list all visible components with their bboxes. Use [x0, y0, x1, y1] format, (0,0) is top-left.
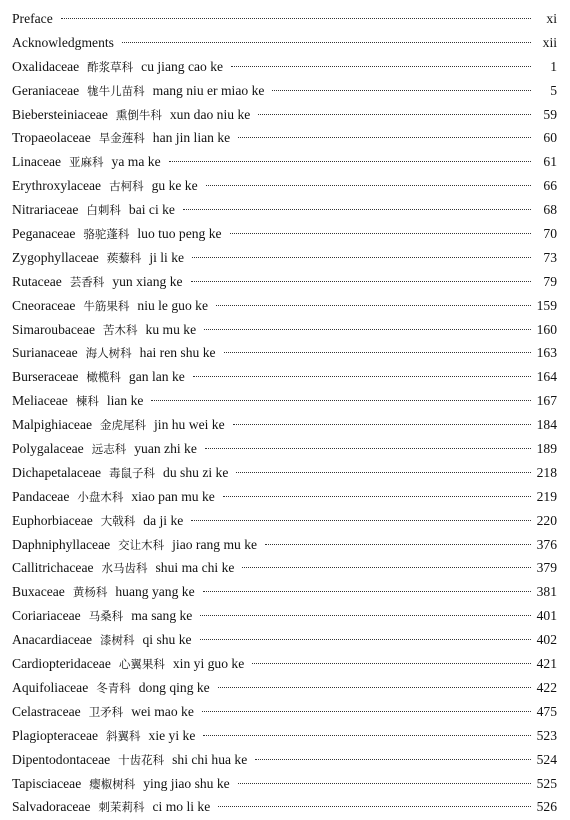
toc-entry-title — [12, 79, 264, 104]
family-pinyin-name: da ji ke — [143, 512, 184, 528]
family-pinyin-name: han jin lian ke — [152, 130, 231, 146]
dot-leader — [233, 424, 531, 425]
family-latin-name: Dipentodontaceae — [12, 751, 111, 767]
family-latin-name: Biebersteiniaceae — [12, 106, 108, 122]
family-latin-name: Geraniaceae — [12, 82, 80, 98]
toc-entry-title — [12, 222, 222, 247]
family-pinyin-name: jiao rang mu ke — [172, 536, 258, 552]
family-pinyin-name: ma sang ke — [131, 608, 193, 624]
page-number: 379 — [536, 560, 557, 576]
family-latin-name: Dichapetalaceae — [12, 464, 102, 480]
dot-leader — [61, 18, 531, 19]
family-latin-name: Coriariaceae — [12, 608, 81, 624]
dot-leader — [238, 783, 531, 784]
toc-entry-title — [12, 55, 223, 80]
family-pinyin-name: mang niu er miao ke — [152, 82, 265, 98]
family-latin-name: Oxalidaceae — [12, 58, 80, 74]
family-pinyin-name: shi chi hua ke — [172, 751, 248, 767]
family-pinyin-name: xiao pan mu ke — [131, 488, 215, 504]
page-number: 163 — [536, 345, 557, 361]
toc-entry-title — [12, 700, 194, 725]
toc-entry-title — [12, 198, 175, 223]
toc-entry[interactable] — [12, 341, 557, 365]
family-chinese-name: 金虎尾科 — [100, 418, 147, 433]
family-chinese-name: 牛筋果科 — [83, 298, 130, 313]
family-latin-name: Aquifoliaceae — [12, 679, 89, 695]
family-pinyin-name: bai ci ke — [128, 202, 175, 218]
toc-entry[interactable] — [12, 795, 557, 819]
family-latin-name: Celastraceae — [12, 703, 81, 719]
family-chinese-name: 牻牛儿苗科 — [87, 83, 145, 98]
family-pinyin-name: yuan zhi ke — [134, 441, 197, 457]
toc-entry[interactable] — [12, 79, 557, 103]
page-number: 61 — [543, 154, 557, 170]
family-pinyin-name: shui ma chi ke — [155, 560, 235, 576]
toc-entry[interactable] — [12, 389, 557, 413]
toc-entry-title — [12, 652, 244, 677]
family-latin-name: Anacardiaceae — [12, 632, 92, 648]
family-latin-name: Peganaceae — [12, 226, 76, 242]
toc-entry-title — [12, 533, 257, 558]
family-latin-name: Burseraceae — [12, 369, 79, 385]
toc-entry-title — [12, 485, 215, 510]
family-latin-name: Simaroubaceae — [12, 321, 96, 337]
toc-entry-title — [12, 748, 247, 773]
toc-entry[interactable] — [12, 150, 557, 174]
toc-entry[interactable] — [12, 222, 557, 246]
family-chinese-name: 马桑科 — [88, 609, 124, 624]
family-latin-name: Daphniphyllaceae — [12, 536, 111, 552]
toc-entry[interactable] — [12, 198, 557, 222]
family-latin-name: Malpighiaceae — [12, 417, 93, 433]
family-chinese-name: 瘿椒树科 — [89, 776, 136, 791]
page-number: 60 — [543, 130, 557, 146]
family-chinese-name: 毒鼠子科 — [109, 465, 156, 480]
family-pinyin-name: niu le guo ke — [137, 297, 208, 313]
page-number: 422 — [536, 679, 557, 695]
family-latin-name: Acknowledgments — [12, 34, 114, 50]
family-chinese-name: 亚麻科 — [69, 155, 104, 170]
family-chinese-name: 漆树科 — [99, 633, 135, 648]
dot-leader — [242, 567, 530, 568]
toc-entry-title — [12, 126, 230, 151]
family-latin-name: Pandaceae — [12, 488, 70, 504]
family-chinese-name: 水马齿科 — [101, 561, 148, 576]
toc-entry[interactable] — [12, 318, 557, 342]
family-chinese-name: 蒺藜科 — [106, 250, 142, 265]
dot-leader — [230, 233, 531, 234]
family-chinese-name: 十齿花科 — [118, 752, 165, 767]
toc-entry-title — [12, 676, 210, 701]
page-number: 189 — [536, 441, 557, 457]
dot-leader — [191, 520, 530, 521]
family-pinyin-name: luo tuo peng ke — [137, 226, 222, 242]
dot-leader — [272, 90, 531, 91]
page-number: 421 — [536, 656, 557, 672]
family-chinese-name: 白刺科 — [86, 203, 121, 218]
toc-entry-title — [12, 103, 250, 128]
toc-entry-title — [12, 174, 198, 199]
family-latin-name: Preface — [12, 11, 53, 26]
family-chinese-name: 小盘木科 — [77, 489, 124, 504]
dot-leader — [203, 735, 530, 736]
page-number: 381 — [536, 584, 557, 600]
family-pinyin-name: ya ma ke — [111, 154, 161, 170]
family-chinese-name: 橄榄科 — [86, 370, 121, 385]
page-number: 525 — [536, 775, 557, 791]
family-chinese-name: 骆驼蓬科 — [83, 227, 130, 242]
toc-entry-title — [12, 341, 216, 366]
toc-entry[interactable] — [12, 509, 557, 533]
family-chinese-name: 冬青科 — [96, 680, 131, 695]
dot-leader — [193, 376, 531, 377]
family-chinese-name: 黄杨科 — [72, 585, 108, 600]
toc-entry[interactable] — [12, 270, 557, 294]
family-latin-name: Tapisciaceae — [12, 775, 82, 791]
toc-entry-title — [12, 795, 210, 820]
family-pinyin-name: gan lan ke — [128, 369, 185, 385]
family-pinyin-name: cu jiang cao ke — [141, 58, 224, 74]
dot-leader — [223, 496, 531, 497]
dot-leader — [231, 66, 531, 67]
family-pinyin-name: ci mo li ke — [152, 799, 211, 815]
page-number: 526 — [536, 799, 557, 815]
toc-entry-title — [12, 556, 234, 581]
family-latin-name: Plagiopteraceae — [12, 727, 99, 743]
page-number: 218 — [536, 464, 557, 480]
family-latin-name: Rutaceae — [12, 273, 62, 289]
toc-entry[interactable] — [12, 700, 557, 724]
toc-entry-title — [12, 509, 183, 534]
dot-leader — [206, 185, 531, 186]
family-latin-name: Linaceae — [12, 154, 62, 170]
toc-entry[interactable] — [12, 246, 557, 270]
page-number: 59 — [543, 106, 557, 122]
family-latin-name: Meliaceae — [12, 393, 68, 409]
dot-leader — [218, 687, 531, 688]
family-latin-name: Salvadoraceae — [12, 799, 91, 815]
toc-entry[interactable] — [12, 365, 557, 389]
dot-leader — [203, 591, 531, 592]
toc-entry-title — [12, 580, 195, 605]
page-number: 5 — [550, 82, 557, 98]
family-pinyin-name: ji li ke — [149, 249, 185, 265]
page-number: 73 — [543, 249, 557, 265]
toc-entry-title — [12, 724, 195, 749]
toc-entry[interactable] — [12, 174, 557, 198]
toc-entry[interactable] — [12, 652, 557, 676]
page-number: 523 — [536, 727, 557, 743]
toc-entry-title — [12, 246, 184, 271]
page-number: 376 — [536, 536, 557, 552]
dot-leader — [202, 711, 531, 712]
toc-entry-title — [12, 628, 192, 653]
dot-leader — [216, 305, 531, 306]
family-pinyin-name: qi shu ke — [142, 632, 192, 648]
family-latin-name: Buxaceae — [12, 584, 65, 600]
toc-entry[interactable] — [12, 413, 557, 437]
dot-leader — [192, 257, 531, 258]
dot-leader — [258, 114, 531, 115]
toc-entry-title — [12, 413, 225, 438]
page-number: 401 — [536, 608, 557, 624]
family-pinyin-name: gu ke ke — [151, 178, 198, 194]
family-chinese-name: 远志科 — [91, 442, 127, 457]
family-chinese-name: 苦木科 — [103, 322, 138, 337]
family-chinese-name: 旱金莲科 — [98, 131, 145, 146]
page-number: xi — [546, 11, 557, 26]
dot-leader — [252, 663, 530, 664]
family-latin-name: Cardiopteridaceae — [12, 656, 111, 672]
toc-entry[interactable] — [12, 294, 557, 318]
dot-leader — [183, 209, 531, 210]
page-number: 160 — [536, 321, 557, 337]
toc-entry[interactable] — [12, 748, 557, 772]
page-number: 524 — [536, 751, 557, 767]
page-number: 70 — [543, 226, 557, 242]
toc-entry[interactable] — [12, 7, 557, 31]
toc-entry-title — [12, 270, 183, 295]
toc-entry-title — [12, 604, 192, 629]
toc-entry[interactable] — [12, 604, 557, 628]
toc-entry[interactable] — [12, 103, 557, 127]
family-chinese-name: 刺茉莉科 — [98, 800, 145, 815]
toc-entry[interactable] — [12, 126, 557, 150]
family-pinyin-name: xie yi ke — [148, 727, 196, 743]
family-chinese-name: 心翼果科 — [118, 657, 165, 672]
toc-entry[interactable] — [12, 437, 557, 461]
page-number: 220 — [536, 512, 557, 528]
toc-entry[interactable] — [12, 461, 557, 485]
family-latin-name: Tropaeolaceae — [12, 130, 91, 146]
dot-leader — [238, 137, 531, 138]
toc-entry[interactable] — [12, 676, 557, 700]
toc-entry-title — [12, 772, 230, 797]
dot-leader — [169, 161, 531, 162]
toc-entry[interactable] — [12, 31, 557, 55]
toc-entry-title — [12, 150, 161, 175]
dot-leader — [204, 329, 530, 330]
toc-entry-title — [12, 31, 114, 55]
page-number: 68 — [543, 202, 557, 218]
toc-entry-title — [12, 7, 53, 31]
family-chinese-name: 卫矛科 — [88, 704, 124, 719]
toc-entry-title — [12, 365, 185, 390]
family-pinyin-name: xin yi guo ke — [172, 656, 245, 672]
page-number: 1 — [550, 58, 557, 74]
toc-entry[interactable] — [12, 55, 557, 79]
family-chinese-name: 熏倒牛科 — [115, 107, 162, 122]
family-latin-name: Nitrariaceae — [12, 202, 79, 218]
toc-entry[interactable] — [12, 628, 557, 652]
page-number: 402 — [536, 632, 557, 648]
family-latin-name: Surianaceae — [12, 345, 78, 361]
dot-leader — [265, 544, 531, 545]
family-pinyin-name: lian ke — [106, 393, 144, 409]
family-latin-name: Zygophyllaceae — [12, 249, 99, 265]
dot-leader — [255, 759, 530, 760]
dot-leader — [218, 806, 530, 807]
dot-leader — [224, 352, 531, 353]
family-chinese-name: 古柯科 — [109, 179, 144, 194]
family-latin-name: Erythroxylaceae — [12, 178, 102, 194]
dot-leader — [200, 615, 530, 616]
family-pinyin-name: wei mao ke — [131, 703, 194, 719]
dot-leader — [151, 400, 530, 401]
page-number: 66 — [543, 178, 557, 194]
toc-entry[interactable] — [12, 556, 557, 580]
family-pinyin-name: ku mu ke — [145, 321, 197, 337]
toc-entry-title — [12, 437, 197, 462]
family-chinese-name: 斜翼科 — [106, 728, 141, 743]
family-pinyin-name: hai ren shu ke — [139, 345, 216, 361]
family-chinese-name: 芸香科 — [69, 274, 105, 289]
family-pinyin-name: dong qing ke — [138, 679, 210, 695]
family-latin-name: Polygalaceae — [12, 441, 84, 457]
family-pinyin-name: jin hu wei ke — [154, 417, 225, 433]
toc-entry[interactable] — [12, 724, 557, 748]
family-pinyin-name: du shu zi ke — [163, 464, 229, 480]
family-chinese-name: 大戟科 — [100, 513, 136, 528]
page-number: 184 — [536, 417, 557, 433]
family-chinese-name: 楝科 — [75, 394, 99, 409]
dot-leader — [205, 448, 531, 449]
family-pinyin-name: yun xiang ke — [112, 273, 183, 289]
dot-leader — [122, 42, 531, 43]
page-number: 475 — [536, 703, 557, 719]
page-number: 219 — [536, 488, 557, 504]
family-pinyin-name: xun dao niu ke — [169, 106, 251, 122]
family-pinyin-name: huang yang ke — [115, 584, 195, 600]
toc-entry[interactable] — [12, 485, 557, 509]
toc-entry[interactable] — [12, 772, 557, 796]
family-chinese-name: 酢浆草科 — [87, 59, 134, 74]
dot-leader — [200, 639, 531, 640]
toc-entry-title — [12, 461, 228, 486]
dot-leader — [236, 472, 530, 473]
page-number: 164 — [536, 369, 557, 385]
family-latin-name: Cneoraceae — [12, 297, 76, 313]
toc-entry[interactable] — [12, 533, 557, 557]
family-pinyin-name: ying jiao shu ke — [143, 775, 230, 791]
page-number: 79 — [543, 273, 557, 289]
page-number: 167 — [536, 393, 557, 409]
family-latin-name: Callitrichaceae — [12, 560, 94, 576]
page-number: xii — [542, 34, 557, 50]
toc-entry-title — [12, 318, 196, 343]
toc-entry[interactable] — [12, 580, 557, 604]
dot-leader — [191, 281, 531, 282]
family-chinese-name: 交让木科 — [118, 537, 165, 552]
family-chinese-name: 海人树科 — [85, 346, 132, 361]
toc-entry-title — [12, 389, 143, 414]
toc-entry-title — [12, 294, 208, 319]
family-latin-name: Euphorbiaceae — [12, 512, 93, 528]
page-number: 159 — [536, 297, 557, 313]
